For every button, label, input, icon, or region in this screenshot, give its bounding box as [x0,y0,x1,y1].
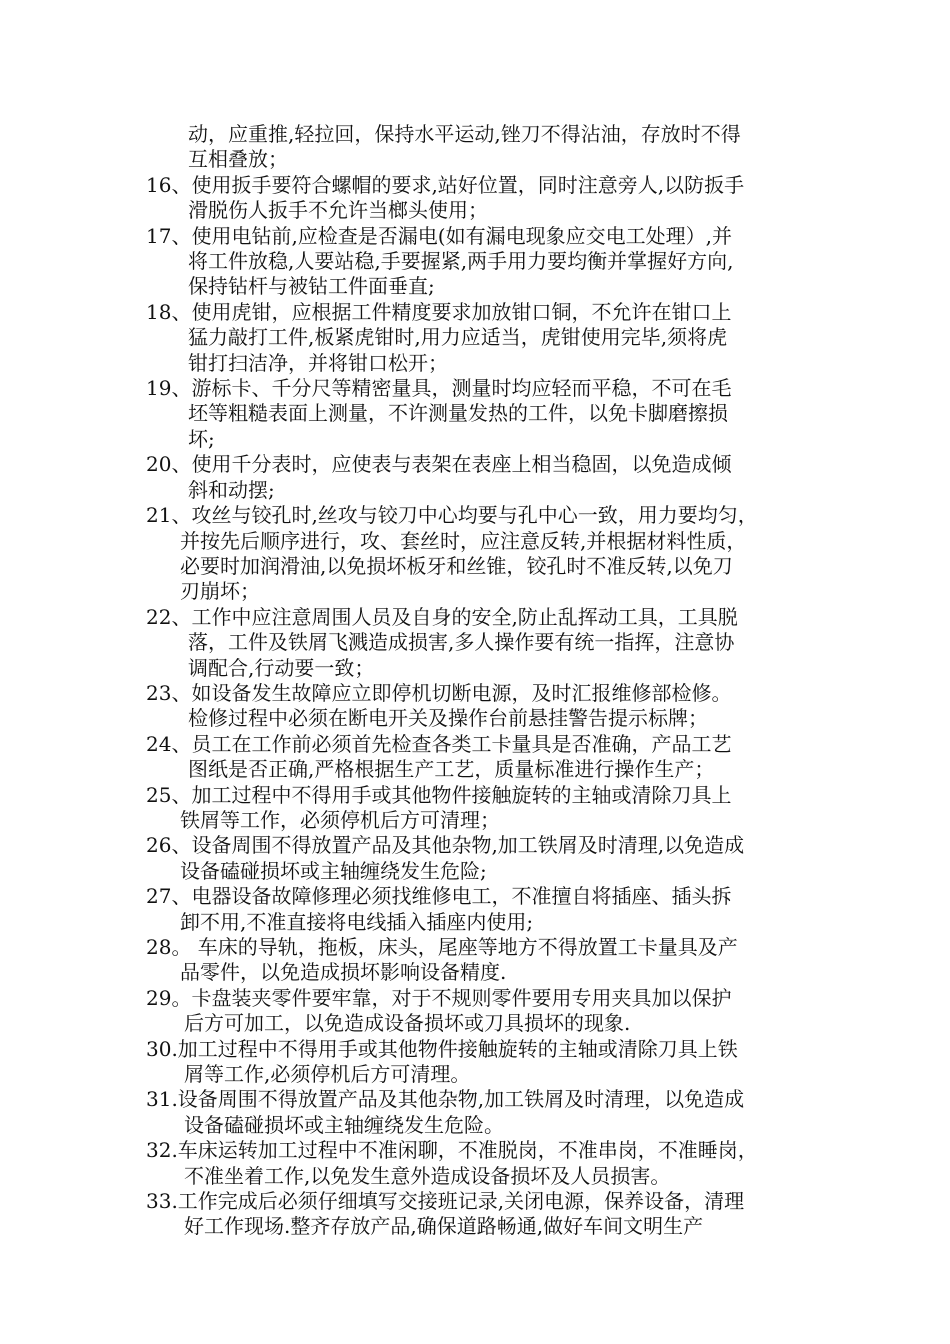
text-line: 保持钻杆与被钻工件面垂直; [188,274,435,299]
list-item-24: 24、员工在工作前必须首先检查各类工卡量具是否准确，产品工艺 [146,731,732,756]
list-item-26: 26、设备周围不得放置产品及其他杂物,加工铁屑及时清理,以免造成 [146,833,745,858]
list-item-21: 21、攻丝与铰孔时,丝攻与铰刀中心均要与孔中心一致，用力要均匀， [146,503,758,528]
list-item-33: 33.工作完成后必须仔细填写交接班记录,关闭电源，保养设备，清理 [146,1189,745,1214]
list-item-31: 31.设备周围不得放置产品及其他杂物,加工铁屑及时清理，以免造成 [146,1087,745,1112]
text-line: 坏; [188,426,215,451]
text-line: 后方可加工，以免造成设备损坏或刀具损坏的现象. [184,1011,631,1036]
text-line: 刃崩坏； [180,579,260,604]
text-line: 屑等工作,必须停机后方可清理。 [184,1062,471,1087]
list-item-22: 22、工作中应注意周围人员及自身的安全,防止乱挥动工具，工具脱 [146,604,738,629]
text-line: 互相叠放； [188,147,288,172]
text-line: 铁屑等工作，必须停机后方可清理； [180,807,500,832]
text-line: 不准坐着工作,以免发生意外造成设备损坏及人员损害。 [184,1163,671,1188]
list-item-30: 30.加工过程中不得用手或其他物件接触旋转的主轴或清除刀具上铁 [146,1036,738,1061]
text-line: 将工件放稳,人要站稳,手要握紧,两手用力要均衡并掌握好方向, [188,249,734,274]
text-line: 检修过程中必须在断电开关及操作台前悬挂警告提示标牌； [188,706,708,731]
text-line: 坯等粗糙表面上测量，不许测量发热的工件，以免卡脚磨擦损 [188,401,728,426]
list-item-18: 18、使用虎钳，应根据工件精度要求加放钳口铜，不允许在钳口上 [146,299,732,324]
text-line: 钳打扫洁净，并将钳口松开； [188,350,448,375]
list-item-19: 19、游标卡、千分尺等精密量具，测量时均应轻而平稳，不可在毛 [146,376,732,401]
text-line: 滑脱伤人扳手不允许当榔头使用； [188,198,488,223]
list-item-23: 23、如设备发生故障应立即停机切断电源，及时汇报维修部检修。 [146,680,732,705]
text-line: 品零件，以免造成损坏影响设备精度. [180,960,507,985]
text-line: 好工作现场.整齐存放产品,确保道路畅通,做好车间文明生产 [184,1214,704,1239]
text-line: 斜和动摆; [188,477,275,502]
list-item-17: 17、使用电钻前,应检查是否漏电(如有漏电现象应交电工处理）,并 [146,223,732,248]
text-line: 动，应重推,轻拉回，保持水平运动,锉刀不得沾油，存放时不得 [188,122,741,146]
text-line: 必要时加润滑油,以免损坏板牙和丝锥，铰孔时不准反转,以免刀 [180,553,733,578]
text-line: 卸不用,不准直接将电线插入插座内使用; [180,909,534,934]
text-line: 图纸是否正确,严格根据生产工艺，质量标准进行操作生产； [188,757,715,782]
list-item-16: 16、使用扳手要符合螺帽的要求,站好位置，同时注意旁人,以防扳手 [146,172,745,197]
text-line: 并按先后顺序进行，攻、套丝时，应注意反转,并根据材料性质， [180,528,747,553]
text-line: 调配合,行动要一致； [188,655,375,680]
list-item-29: 29。卡盘装夹零件要牢靠，对于不规则零件要用专用夹具加以保护 [146,985,732,1010]
list-item-27: 27、电器设备故障修理必须找维修电工，不准擅自将插座、插头拆 [146,884,732,909]
text-line: 猛力敲打工件,板紧虎钳时,用力应适当，虎钳使用完毕,须将虎 [188,325,728,350]
list-item-32: 32.车床运转加工过程中不准闲聊，不准脱岗，不准串岗，不准睡岗， [146,1138,758,1163]
list-item-25: 25、加工过程中不得用手或其他物件接触旋转的主轴或清除刀具上 [146,782,732,807]
text-line: 落，工件及铁屑飞溅造成损害,多人操作要有统一指挥，注意协 [188,630,735,655]
list-item-28: 28。 车床的导轨，拖板，床头，尾座等地方不得放置工卡量具及产 [146,935,738,959]
text-line: 设备磕碰损坏或主轴缠绕发生危险; [180,858,487,883]
text-line: 设备磕碰损坏或主轴缠绕发生危险。 [184,1112,504,1137]
list-item-20: 20、使用千分表时，应使表与表架在表座上相当稳固，以免造成倾 [146,452,732,477]
document-body [146,122,810,1240]
